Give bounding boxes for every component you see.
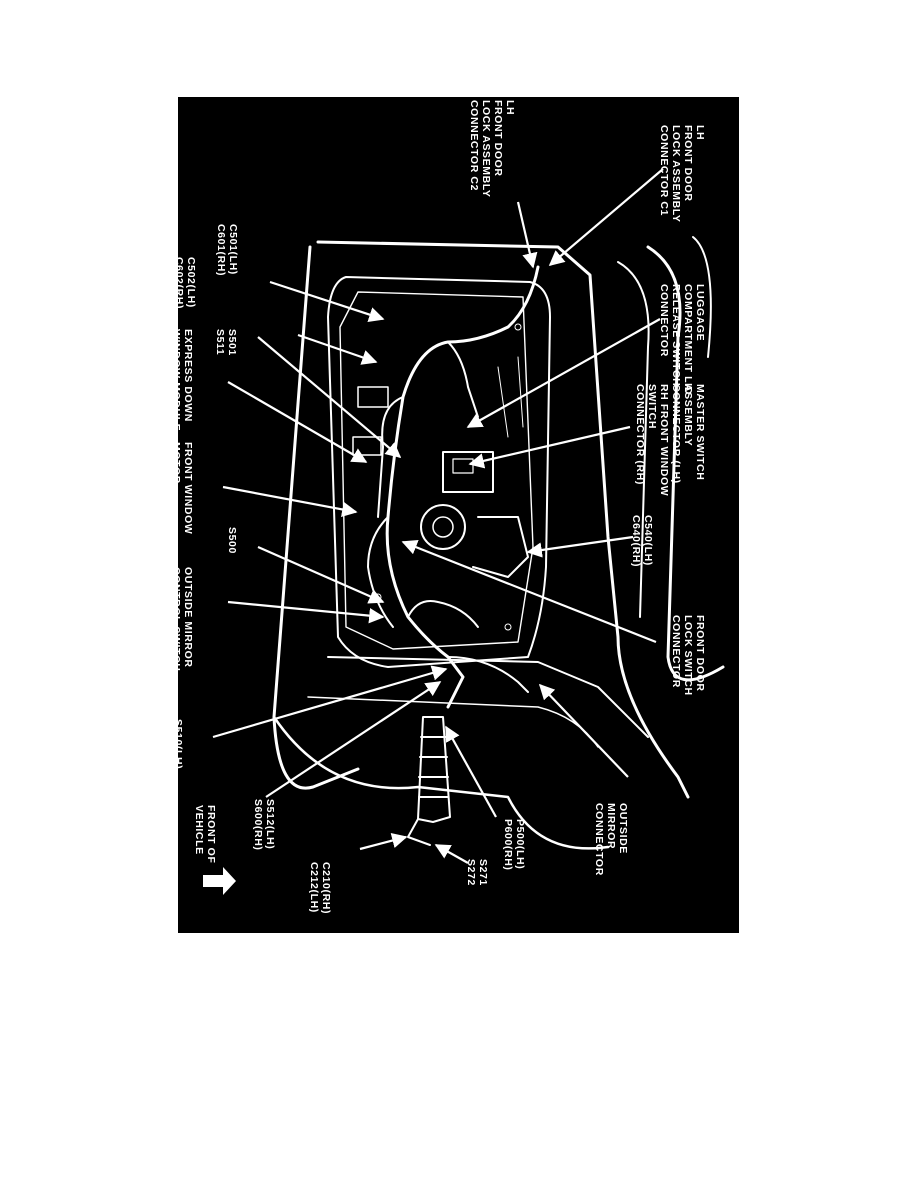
label-lh-c2: LH FRONT DOOR LOCK ASSEMBLY CONNECTOR C2: [468, 100, 516, 198]
arrow-express: [228, 382, 366, 462]
window-motor: [421, 505, 465, 549]
master-switch-block: [443, 452, 493, 492]
label-c210: C210(RH) C212(LH): [308, 862, 332, 915]
arrow-s510: [213, 669, 446, 737]
arrow-outside-mirror-switch: [228, 602, 383, 617]
label-lh-c1: LH FRONT DOOR LOCK ASSEMBLY CONNECTOR C1: [658, 125, 706, 223]
label-express: EXPRESS DOWN WINDOW MODULE CONNECTOR: [158, 329, 194, 432]
label-outside-mirror-switch: OUTSIDE MIRROR CONTROL SWITCH CONNECTOR: [158, 567, 194, 672]
label-luggage: LUGGAGE COMPARTMENT LID RELEASE SWITCH CONNECTOR: [658, 284, 706, 395]
label-c501: C501(LH) C601(RH): [215, 224, 239, 277]
arrow-s500: [258, 547, 383, 602]
arrow-lh-c2: [518, 202, 533, 267]
label-c502: C502(LH) C602(RH): [173, 257, 197, 310]
label-s512: S512(LH) S600(RH): [252, 799, 276, 851]
label-front-vehicle: FRONT OF VEHICLE: [193, 805, 217, 864]
label-s501: S501 S511: [214, 329, 238, 356]
label-c540: C540(LH) C640(RH): [630, 515, 654, 568]
inner-panel: [328, 277, 550, 667]
label-s500: S500: [226, 527, 238, 554]
label-front-door-lock-switch: FRONT DOOR LOCK SWITCH CONNECTOR: [670, 615, 706, 696]
arrow-outside-mirror: [540, 685, 628, 777]
label-front-window: FRONT WINDOW MOTOR CONNECTOR: [158, 442, 194, 535]
label-s510: S510(LH) S602(RH): [160, 719, 184, 771]
arrow-p500: [446, 727, 496, 817]
arrow-c502: [298, 335, 376, 362]
label-master: MASTER SWITCH ASSEMBLY CONNECTOR (LH) RH FRONT WINDOW SWITCH CONNECTOR (RH): [634, 384, 706, 497]
label-outside-mirror: OUTSIDE MIRROR CONNECTOR: [593, 803, 629, 876]
harness-main: [387, 267, 538, 707]
label-s271: S271 S272: [465, 859, 489, 886]
arrow-c210: [360, 837, 406, 849]
front-of-vehicle-arrow: [203, 867, 236, 895]
wiring-boot: [418, 717, 450, 822]
label-p500: P500(LH) P600(RH): [502, 819, 526, 871]
arrow-master: [470, 427, 630, 464]
arrow-c501: [270, 282, 383, 319]
diagram-panel: [158, 97, 739, 933]
